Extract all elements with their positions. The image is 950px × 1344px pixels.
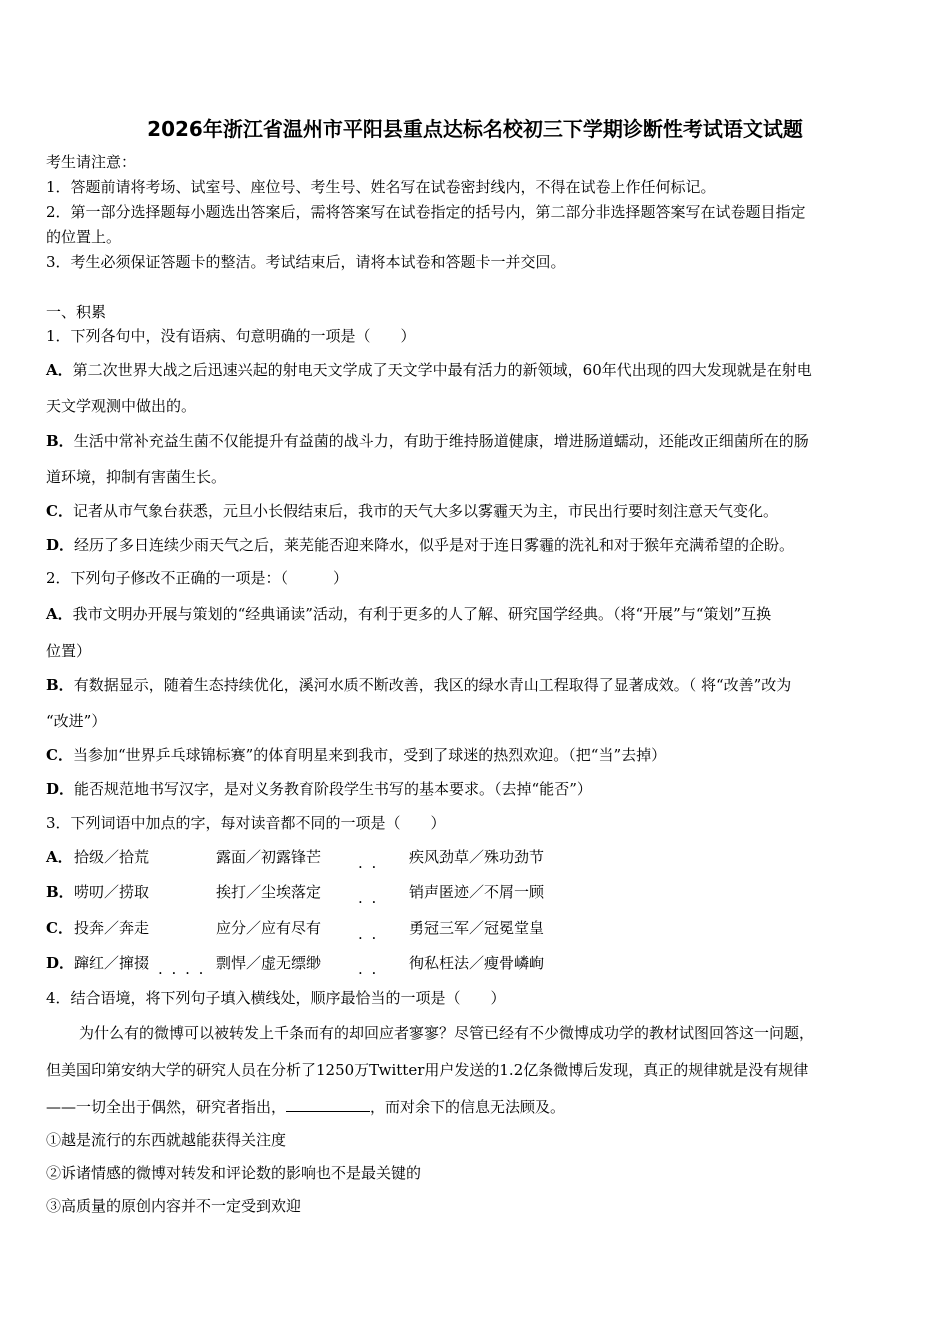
question-4-passage: 为什么有的微博可以被转发上千条而有的却回应者寥寥？尽管已经有不少微博成功学的教材试图回答这一问题，	[79, 1024, 815, 1042]
passage-text: ，而对余下的信息无法顾及。	[370, 1098, 566, 1116]
emphasis-dots: . . . .	[158, 960, 206, 978]
option-text: 能否规范地书写汉字，是对义务教育阶段学生书写的基本要求。（去掉“能否”）	[74, 780, 592, 798]
question-1-option-d	[46, 535, 794, 555]
emphasis-dots: . .	[358, 960, 379, 978]
notice-item: 2．第一部分选择题每小题选出答案后，需将答案写在试卷指定的括号内，第二部分非选择题答案写在试卷题目指定	[46, 203, 806, 221]
option-text: 生活中常补充益生菌不仅能提升有益菌的战斗力，有助于维持肠道健康，增进肠道蠕动，还能改正细菌所在的肠	[73, 432, 809, 450]
question-1-option-a	[46, 360, 812, 380]
question-3-word-pair: 勇冠三军／冠冕堂皇	[409, 919, 545, 937]
passage-text: ——一切全出于偶然，研究者指出，	[46, 1098, 287, 1116]
notice-heading: 考生请注意：	[46, 153, 137, 171]
question-3-word-pair: 应分／应有尽有	[216, 919, 322, 937]
question-4-passage: 但美国印第安纳大学的研究人员在分析了1250万Twitter用户发送的1.2亿条微博后发现，真正的规律就是没有规律	[46, 1061, 809, 1079]
option-label: C．	[46, 502, 73, 520]
question-3-word-pair: 挨打／尘埃落定	[216, 883, 322, 901]
question-2-option-b-cont: “改进”）	[46, 712, 107, 730]
emphasis-dots: . .	[358, 889, 379, 907]
question-2-option-a-cont: 位置）	[46, 642, 92, 660]
question-3-word-pair: 疾风劲草／殊功劲节	[409, 848, 545, 866]
question-3-word-pair: 蹿红／撺掇	[74, 954, 150, 972]
question-1-option-a-cont: 天文学观测中做出的。	[46, 397, 197, 415]
option-label: B．	[46, 432, 74, 450]
emphasis-dots: . .	[358, 854, 379, 872]
option-label: A．	[46, 361, 73, 379]
question-3-word-pair: 徇私枉法／瘦骨嶙峋	[409, 954, 545, 972]
question-4-sentence: ①越是流行的东西就越能获得关注度	[46, 1131, 287, 1149]
section-heading: 一、积累	[46, 303, 107, 321]
question-2-option-b	[46, 675, 791, 695]
option-label: B．	[46, 676, 74, 694]
question-2-stem: 2．下列句子修改不正确的一项是：（ ）	[46, 569, 349, 587]
option-text: 经历了多日连续少雨天气之后，莱芜能否迎来降水，似乎是对于连日雾霾的洗礼和对于猴年充满希望的企盼。	[74, 536, 795, 554]
fill-in-blank	[286, 1097, 370, 1112]
question-4-sentence: ③高质量的原创内容并不一定受到欢迎	[46, 1197, 302, 1215]
option-label: D．	[46, 536, 75, 554]
emphasis-dots: . .	[358, 925, 379, 943]
question-1-stem: 1．下列各句中，没有语病、句意明确的一项是（ ）	[46, 327, 416, 345]
option-text: 我市文明办开展与策划的“经典诵读”活动，有利于更多的人了解、研究国学经典。（将“开展”与“策划”互换	[72, 605, 772, 623]
notice-item: 3．考生必须保证答题卡的整洁。考试结束后，请将本试卷和答题卡一并交回。	[46, 253, 566, 271]
question-1-option-b	[46, 431, 809, 451]
question-2-option-d	[46, 779, 592, 799]
notice-item: 的位置上。	[46, 228, 122, 246]
question-4-passage-blank-line	[46, 1097, 565, 1117]
option-label: C．	[46, 746, 73, 764]
notice-item: 1．答题前请将考场、试室号、座位号、考生号、姓名写在试卷密封线内，不得在试卷上作任何标记。	[46, 178, 716, 196]
question-3-word-pair: 销声匿迹／不屑一顾	[409, 883, 545, 901]
option-text: 第二次世界大战之后迅速兴起的射电天文学成了天文学中最有活力的新领域，60年代出现的四大发现就是在射电	[72, 361, 812, 379]
question-3-stem: 3．下列词语中加点的字，每对读音都不同的一项是（ ）	[46, 814, 446, 832]
question-3-option-label: A．	[46, 848, 73, 866]
question-4-sentence: ②诉诸情感的微博对转发和评论数的影响也不是最关键的	[46, 1164, 422, 1182]
option-text: 当参加“世界乒乓球锦标赛”的体育明星来到我市，受到了球迷的热烈欢迎。（把“当”去掉）	[72, 746, 667, 764]
question-3-word-pair: 唠叨／捞取	[74, 883, 150, 901]
question-3-word-pair: 露面／初露锋芒	[216, 848, 322, 866]
question-4-stem: 4．结合语境，将下列句子填入横线处，顺序最恰当的一项是（ ）	[46, 989, 506, 1007]
question-1-option-b-cont: 道环境，抑制有害菌生长。	[46, 468, 227, 486]
question-3-option-label: C．	[46, 919, 73, 937]
option-label: A．	[46, 605, 73, 623]
question-1-option-c	[46, 501, 778, 521]
question-2-option-a	[46, 604, 771, 624]
question-3-option-label: D．	[46, 954, 75, 972]
option-text: 记者从市气象台获悉，元旦小长假结束后，我市的天气大多以雾霾天为主，市民出行要时刻注意天气变化。	[72, 502, 778, 520]
option-label: D．	[46, 780, 75, 798]
question-3-word-pair: 剽悍／虚无缥缈	[216, 954, 322, 972]
question-2-option-c	[46, 745, 666, 765]
question-3-word-pair: 投奔／奔走	[74, 919, 150, 937]
page-title: 2026年浙江省温州市平阳县重点达标名校初三下学期诊断性考试语文试题	[147, 117, 803, 141]
question-3-word-pair: 拾级／拾荒	[74, 848, 150, 866]
option-text: 有数据显示，随着生态持续优化，溪河水质不断改善，我区的绿水青山工程取得了显著成效。（ 将“改善”改为	[73, 676, 792, 694]
question-3-option-label: B．	[46, 883, 74, 901]
